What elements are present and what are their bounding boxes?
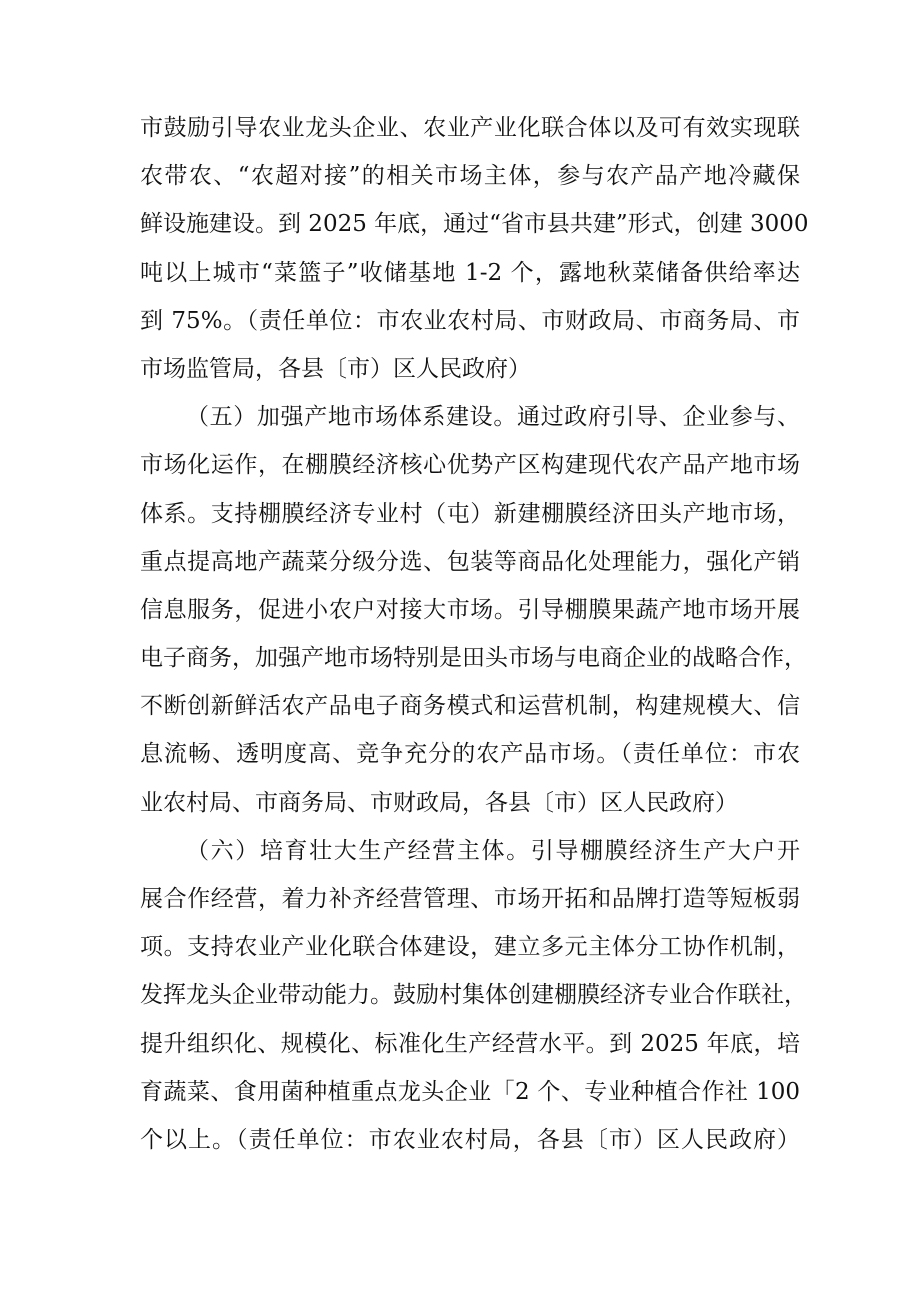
text-line: 育蔬菜、食用菌种植重点龙头企业「2 个、专业种植合作社 100	[140, 1078, 800, 1105]
text-line: 体系。支持棚膜经济专业村（屯）新建棚膜经济田头产地市场，	[140, 500, 800, 527]
text-line: 发挥龙头企业带动能力。鼓励村集体创建棚膜经济专业合作联社，	[140, 982, 807, 1009]
text-line: 农带农、“农超对接”的相关市场主体，参与农产品产地冷藏保	[140, 163, 800, 190]
text-line: 到 75%。（责任单位：市农业农村局、市财政局、市商务局、市	[140, 307, 800, 334]
text-line: 展合作经营，着力补齐经营管理、市场开拓和品牌打造等短板弱	[140, 886, 800, 912]
text-line: 提升组织化、规模化、标准化生产经营水平。到 2025 年底，培	[140, 1030, 800, 1057]
text-line: 电子商务，加强产地市场特别是田头市场与电商企业的战略合作，	[140, 645, 807, 672]
text-line: 息流畅、透明度高、竞争充分的农产品市场。（责任单位：市农	[140, 741, 800, 768]
text-line: 项。支持农业产业化联合体建设，建立多元主体分工协作机制，	[140, 934, 800, 961]
text-line: 业农村局、市商务局、市财政局，各县〔市）区人民政府）	[140, 789, 738, 816]
document-body	[140, 104, 809, 1164]
text-line: （五）加强产地市场体系建设。通过政府引导、企业参与、	[186, 404, 800, 431]
text-line: 市鼓励引导农业龙头企业、农业产业化联合体以及可有效实现联	[140, 115, 800, 141]
text-line: 市场监管局，各县〔市）区人民政府）	[140, 355, 531, 382]
text-line: 市场化运作，在棚膜经济核心优势产区构建现代农产品产地市场	[140, 452, 800, 479]
text-line: 个以上。（责任单位：市农业农村局，各县〔市）区人民政府）	[140, 1126, 800, 1153]
text-line: 不断创新鲜活农产品电子商务模式和运营机制，构建规模大、信	[140, 693, 800, 720]
text-line: 吨以上城市“菜篮子”收储基地 1-2 个，露地秋菜储备供给率达	[140, 259, 800, 286]
text-line: （六）培育壮大生产经营主体。引导棚膜经济生产大户开	[186, 837, 800, 864]
text-line: 重点提高地产蔬菜分级分选、包装等商品化处理能力，强化产销	[140, 548, 800, 575]
text-line: 信息服务，促进小农户对接大市场。引导棚膜果蔬产地市场开展	[140, 596, 800, 623]
text-line: 鲜设施建设。到 2025 年底，通过“省市县共建”形式，创建 3000	[140, 211, 809, 238]
